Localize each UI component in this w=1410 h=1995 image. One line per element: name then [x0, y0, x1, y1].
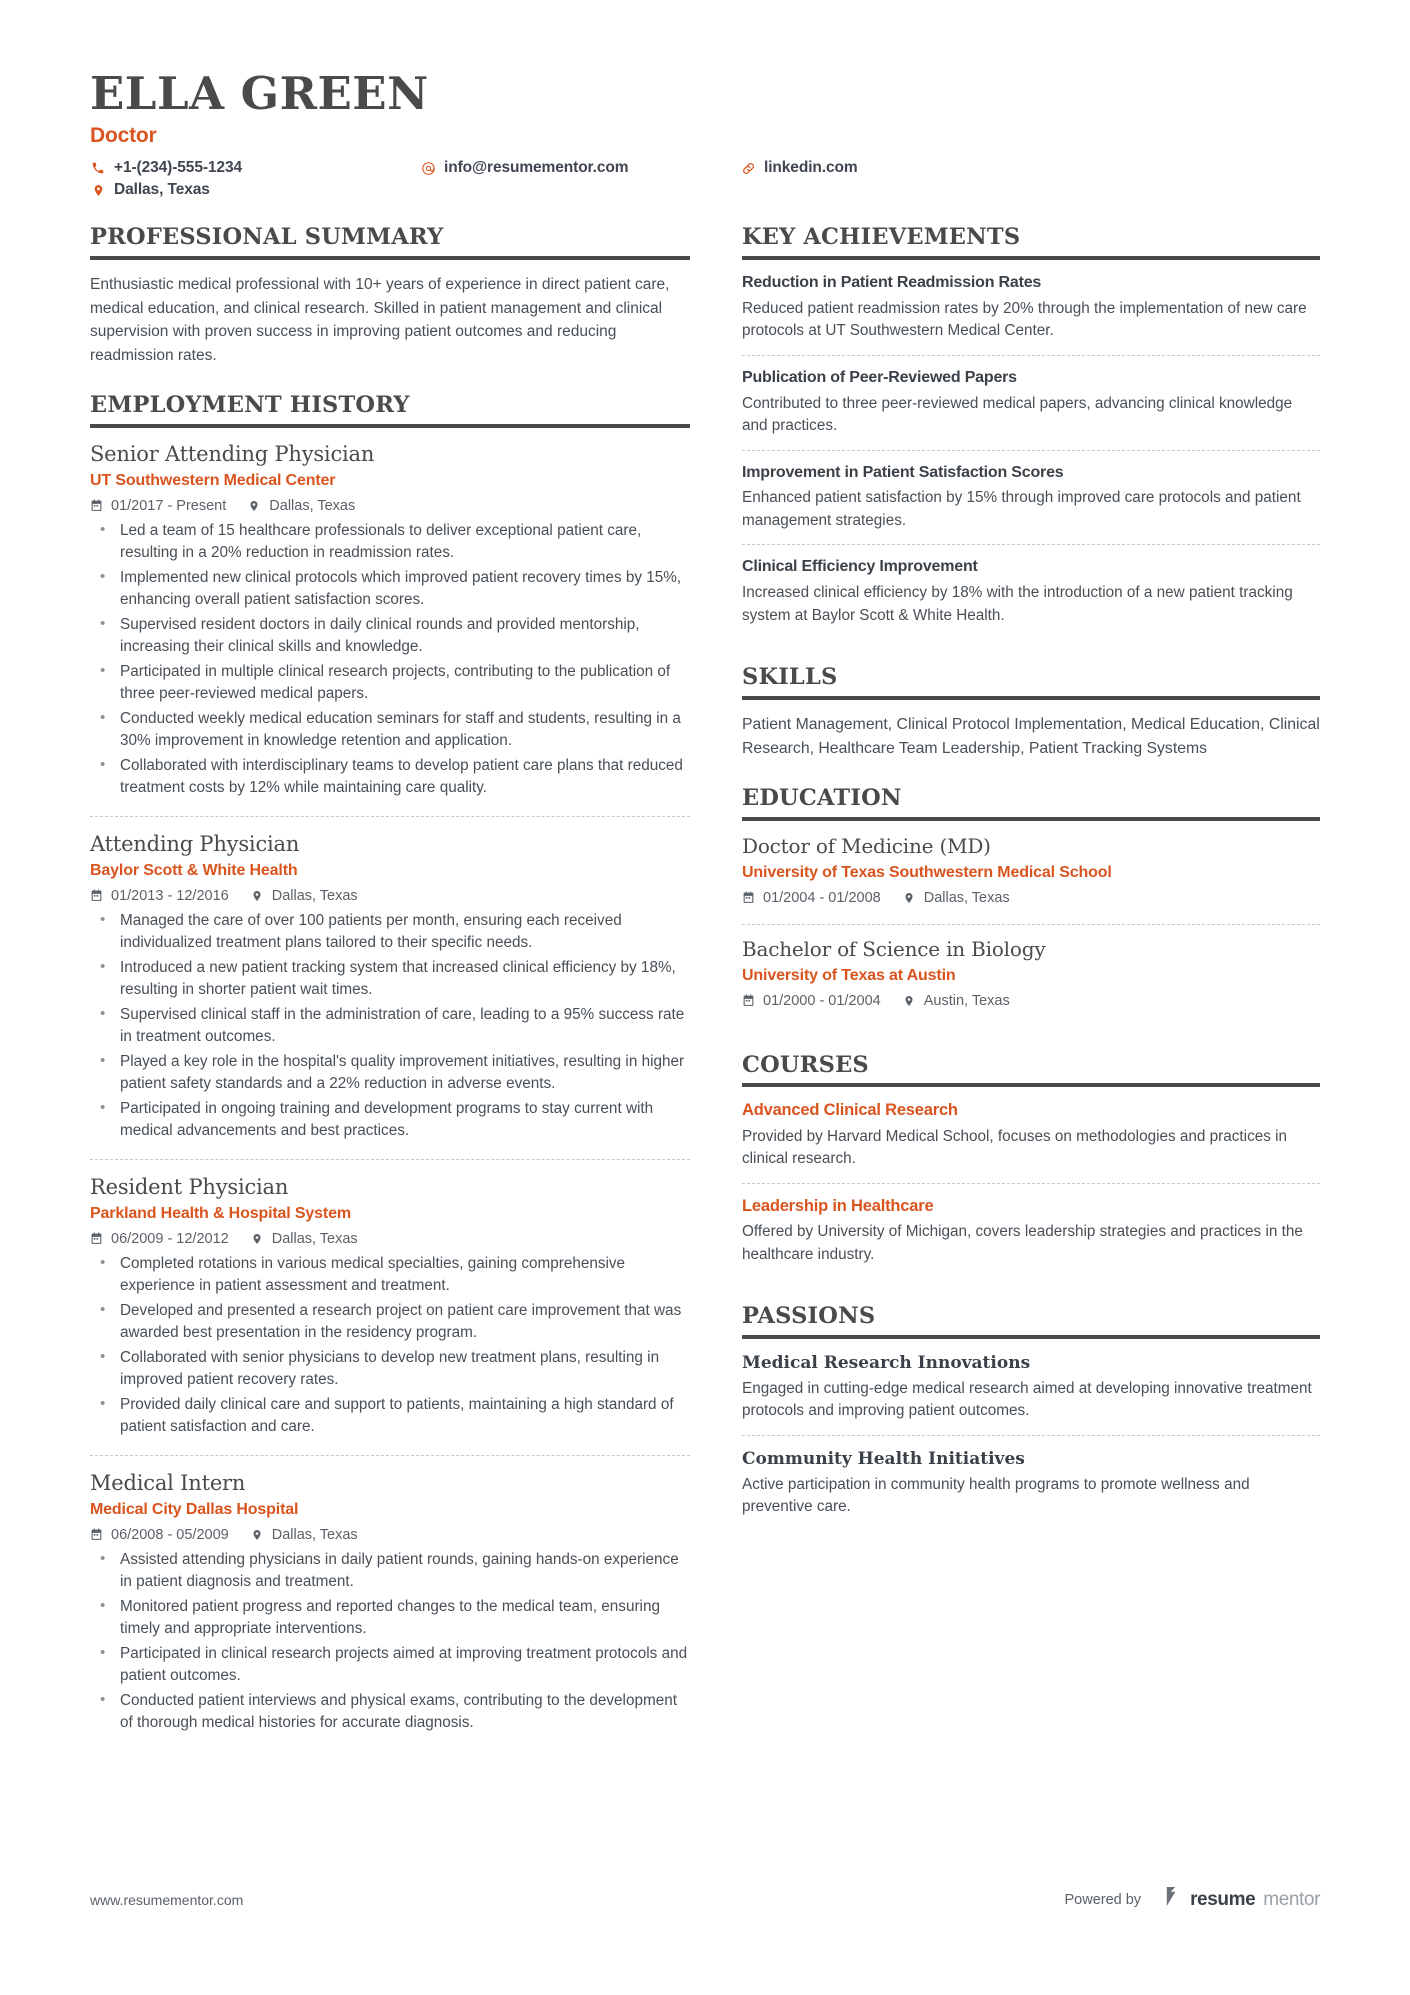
job-bullet: • Supervised clinical staff in the administration of care, leading to a 95% success rate in treatment outcomes. — [90, 1004, 690, 1049]
contact-website-text: linkedin.com — [764, 159, 858, 177]
job-location — [251, 888, 358, 904]
job-meta — [90, 498, 690, 514]
section-passions — [742, 1304, 1320, 1531]
course-title: Advanced Clinical Research — [742, 1101, 958, 1120]
achievement-desc: Contributed to three peer-reviewed medical papers, advancing clinical knowledge and practices. — [742, 394, 1293, 435]
job-bullet: • Collaborated with interdisciplinary teams to develop patient care plans that reduced treatment costs by 12% while maintaining care quality. — [90, 755, 690, 800]
section-heading-skills: SKILLS — [742, 665, 1320, 700]
passion-title: Medical Research Innovations — [742, 1352, 1031, 1373]
at-email-icon — [420, 161, 436, 176]
resume-body — [90, 225, 1320, 1776]
education-location-text: Austin, Texas — [923, 992, 1010, 1009]
achievement-title: Clinical Efficiency Improvement — [742, 558, 978, 576]
contact-phone[interactable] — [90, 159, 420, 177]
section-courses — [742, 1053, 1320, 1279]
job-bullet: • Introduced a new patient tracking system that increased clinical efficiency by 18%, resulting in shorter patient wait times. — [90, 957, 690, 1002]
job-dates — [90, 1231, 229, 1247]
job-bullet: • Played a key role in the hospital's quality improvement initiatives, resulting in higher patient safety standards and a 22% reduction in adverse events. — [90, 1051, 690, 1096]
passion-item — [742, 1435, 1320, 1531]
section-skills — [742, 665, 1320, 760]
education-meta — [742, 890, 1320, 906]
calendar-icon — [742, 994, 756, 1007]
education-school: University of Texas Southwestern Medical School — [742, 863, 1112, 881]
powered-by-label: Powered by — [1064, 1891, 1142, 1908]
candidate-job-title: Doctor — [90, 124, 157, 148]
section-heading-passions: PASSIONS — [742, 1304, 1320, 1339]
education-dates — [742, 890, 881, 906]
map-pin-icon — [903, 994, 917, 1008]
job-location-text: Dallas, Texas — [271, 1526, 358, 1543]
calendar-icon — [742, 891, 756, 904]
course-item — [742, 1183, 1320, 1278]
section-professional-summary — [90, 225, 690, 367]
passion-item — [742, 1352, 1320, 1435]
footer-branding — [1064, 1886, 1320, 1913]
brand-name-part1: resume — [1190, 1888, 1256, 1910]
education-location — [903, 890, 1010, 906]
job-bullet: • Supervised resident doctors in daily clinical rounds and provided mentorship, increasing their clinical skills and knowledge. — [90, 614, 690, 659]
job-dates — [90, 888, 229, 904]
resume-header — [90, 67, 1320, 199]
job-location — [251, 1527, 358, 1543]
job-meta — [90, 888, 690, 904]
education-location-text: Dallas, Texas — [923, 889, 1010, 906]
job-role: Medical Intern — [90, 1470, 246, 1495]
job-dates-text: 06/2009 - 12/2012 — [111, 1230, 229, 1247]
job-bullet: • Completed rotations in various medical specialties, gaining comprehensive experience in patient assessment and treatment. — [90, 1253, 690, 1298]
job-meta — [90, 1527, 690, 1543]
education-degree: Doctor of Medicine (MD) — [742, 833, 991, 858]
job-bullet: • Conducted weekly medical education seminars for staff and students, resulting in a 30% improvement in knowledge retention and application. — [90, 708, 690, 753]
job-role: Senior Attending Physician — [90, 441, 375, 466]
education-dates-text: 01/2000 - 01/2004 — [763, 992, 881, 1009]
job-bullet: • Provided daily clinical care and support to patients, maintaining a high standard of patient satisfaction and care. — [90, 1394, 690, 1439]
contact-phone-text: +1-(234)-555-1234 — [114, 159, 242, 177]
job-bullets — [90, 1549, 690, 1735]
job-role: Attending Physician — [90, 831, 300, 856]
link-icon — [740, 161, 756, 176]
job-dates — [90, 1527, 229, 1543]
job-bullet: • Led a team of 15 healthcare professionals to deliver exceptional patient care, resulting in a 20% reduction in readmission rates. — [90, 520, 690, 565]
achievement-title: Publication of Peer-Reviewed Papers — [742, 368, 1017, 386]
passion-title: Community Health Initiatives — [742, 1448, 1025, 1469]
map-pin-icon — [251, 1232, 265, 1246]
education-meta — [742, 993, 1320, 1009]
job-bullet: • Participated in ongoing training and development programs to stay current with medical advancements and best practices. — [90, 1098, 690, 1143]
employment-entry — [90, 816, 690, 1159]
passion-desc: Engaged in cutting-edge medical research aimed at developing innovative treatment protocols and improving patient outcomes. — [742, 1379, 1312, 1420]
resumementor-mark-icon — [1163, 1886, 1182, 1913]
education-dates — [742, 993, 881, 1009]
job-bullet: • Monitored patient progress and reported changes to the medical team, ensuring timely and appropriate interventions. — [90, 1596, 690, 1641]
job-bullet: • Managed the care of over 100 patients per month, ensuring each received individualized treatment plans tailored to their specific needs. — [90, 910, 690, 955]
contact-location — [90, 181, 420, 199]
achievement-item — [742, 450, 1320, 545]
employment-entry — [90, 1159, 690, 1455]
map-pin-icon — [251, 1528, 265, 1542]
course-desc: Provided by Harvard Medical School, focuses on methodologies and practices in clinical research. — [742, 1127, 1288, 1168]
job-location-text: Dallas, Texas — [269, 497, 356, 514]
left-column — [90, 225, 690, 1776]
job-bullets — [90, 1253, 690, 1439]
summary-text: Enthusiastic medical professional with 10+ years of experience in direct patient care, medical education, and clinical research. Skilled in patient management and clinical supervision with proven success in improving patient outcomes and reducing readmission rates. — [90, 276, 670, 364]
calendar-icon — [90, 889, 104, 902]
section-heading-summary: PROFESSIONAL SUMMARY — [90, 225, 690, 260]
calendar-icon — [90, 499, 104, 512]
right-column — [742, 225, 1320, 1557]
section-heading-achievements: KEY ACHIEVEMENTS — [742, 225, 1320, 260]
section-heading-education: EDUCATION — [742, 786, 1320, 821]
map-pin-icon — [903, 891, 917, 905]
job-bullet: • Assisted attending physicians in daily patient rounds, gaining hands-on experience in patient diagnosis and treatment. — [90, 1549, 690, 1594]
job-bullet: • Participated in multiple clinical research projects, contributing to the publication of three peer-reviewed medical papers. — [90, 661, 690, 706]
contact-website[interactable] — [740, 159, 1320, 177]
job-bullet: • Participated in clinical research projects aimed at improving treatment protocols and patient outcomes. — [90, 1643, 690, 1688]
job-company: Baylor Scott & White Health — [90, 862, 298, 880]
course-item — [742, 1100, 1320, 1182]
contact-email-text: info@resumementor.com — [444, 159, 629, 177]
achievement-desc: Enhanced patient satisfaction by 15% through improved care protocols and patient management strategies. — [742, 489, 1301, 529]
course-title: Leadership in Healthcare — [742, 1196, 934, 1215]
job-location — [251, 1231, 358, 1247]
job-dates-text: 01/2013 - 12/2016 — [111, 887, 229, 904]
employment-list — [90, 441, 690, 1751]
job-company: Medical City Dallas Hospital — [90, 1500, 299, 1518]
education-item — [742, 834, 1320, 924]
employment-entry — [90, 441, 690, 816]
achievement-item — [742, 544, 1320, 639]
job-dates — [90, 498, 226, 514]
section-education — [742, 786, 1320, 1026]
section-heading-courses: COURSES — [742, 1053, 1320, 1088]
contact-location-text: Dallas, Texas — [114, 181, 210, 199]
achievement-item — [742, 355, 1320, 450]
job-company: UT Southwestern Medical Center — [90, 472, 336, 490]
job-location-text: Dallas, Texas — [271, 887, 358, 904]
job-company: Parkland Health & Hospital System — [90, 1204, 351, 1222]
calendar-icon — [90, 1232, 104, 1245]
job-bullet: • Conducted patient interviews and physical exams, contributing to the development of thorough medical histories for accurate diagnosis. — [90, 1690, 690, 1735]
phone-icon — [90, 161, 106, 175]
education-item — [742, 924, 1320, 1027]
job-bullets — [90, 910, 690, 1143]
passion-desc: Active participation in community health programs to promote wellness and preventive care. — [742, 1476, 1250, 1516]
education-degree: Bachelor of Science in Biology — [742, 936, 1046, 961]
job-bullet: • Collaborated with senior physicians to develop new treatment plans, resulting in improved patient recovery rates. — [90, 1347, 690, 1392]
job-bullet: • Implemented new clinical protocols which improved patient recovery times by 15%, enhancing overall patient satisfaction scores. — [90, 567, 690, 612]
job-bullets — [90, 520, 690, 800]
education-dates-text: 01/2004 - 01/2008 — [763, 889, 881, 906]
education-location — [903, 993, 1010, 1009]
education-school: University of Texas at Austin — [742, 966, 956, 984]
achievement-title: Reduction in Patient Readmission Rates — [742, 274, 1042, 291]
calendar-icon — [90, 1528, 104, 1541]
resumementor-logo — [1163, 1886, 1320, 1913]
map-pin-icon — [251, 889, 265, 903]
achievement-desc: Reduced patient readmission rates by 20% through the implementation of new care protocols at UT Southwestern Medical Center. — [742, 299, 1307, 340]
contact-details — [90, 159, 1320, 199]
brand-name-part2: mentor — [1263, 1888, 1320, 1910]
section-employment-history — [90, 393, 690, 1750]
footer-url[interactable]: www.resumementor.com — [90, 1891, 244, 1908]
section-heading-employment: EMPLOYMENT HISTORY — [90, 393, 690, 428]
resume-footer — [90, 1886, 1320, 1913]
course-desc: Offered by University of Michigan, covers leadership strategies and practices in the healthcare industry. — [742, 1223, 1303, 1263]
job-dates-text: 06/2008 - 05/2009 — [111, 1526, 229, 1543]
employment-entry — [90, 1455, 690, 1751]
skills-text: Patient Management, Clinical Protocol Implementation, Medical Education, Clinical Research, Healthcare Team Leadership, Patient Tracking Systems — [742, 715, 1320, 757]
map-pin-icon — [248, 499, 262, 513]
job-role: Resident Physician — [90, 1174, 289, 1199]
achievement-item — [742, 273, 1320, 355]
contact-email[interactable] — [420, 159, 740, 177]
job-location-text: Dallas, Texas — [271, 1230, 358, 1247]
section-key-achievements — [742, 225, 1320, 639]
candidate-name: ELLA GREEN — [90, 67, 429, 120]
job-location — [248, 498, 355, 514]
job-dates-text: 01/2017 - Present — [111, 497, 227, 514]
job-meta — [90, 1231, 690, 1247]
achievement-desc: Increased clinical efficiency by 18% with the introduction of a new patient tracking system at Baylor Scott & White Health. — [742, 584, 1293, 624]
map-pin-icon — [90, 183, 106, 198]
achievement-title: Improvement in Patient Satisfaction Scores — [742, 463, 1064, 481]
job-bullet: • Developed and presented a research project on patient care improvement that was awarded best presentation in the residency program. — [90, 1300, 690, 1345]
